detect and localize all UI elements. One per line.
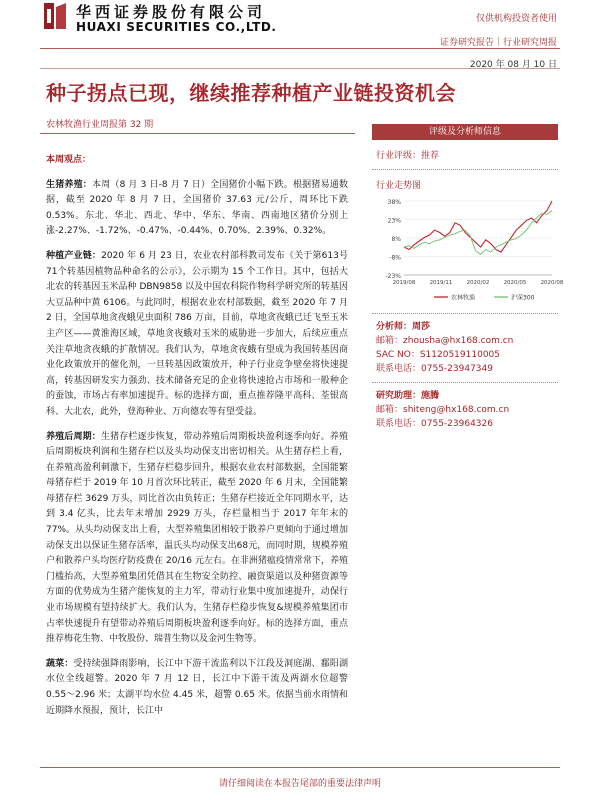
report-body [46, 153, 348, 728]
report-type: 证券研究报告｜行业研究周报 [439, 38, 557, 48]
company-name-cn: 华西证券股份有限公司 [76, 3, 267, 21]
analyst-name [376, 320, 558, 334]
report-series: 农林牧渔行业周报第 32 期 [46, 120, 154, 130]
company-name-en: HUAXI SECURITIES CO.,LTD. [76, 20, 277, 34]
assistant-block [376, 389, 558, 431]
section-heading: 本周观点： [46, 155, 92, 165]
paragraph-lead: 蔬菜： [46, 658, 74, 669]
analyst-label: 分析师： [376, 322, 413, 332]
y-tick-label: -23% [385, 273, 401, 280]
email-value[interactable]: shiteng@hx168.com.cn [403, 405, 510, 415]
x-tick-label: 2020/05 [503, 280, 527, 286]
email-value[interactable]: zhousha@hx168.com.cn [403, 336, 514, 346]
report-title: 种子拐点已现，继续推荐种植产业链投资机会 [46, 81, 456, 105]
phone-value: 0755-23964326 [421, 419, 493, 429]
industry-rating [372, 140, 558, 161]
sidebar [372, 124, 564, 431]
chart-title: 行业走势图 [376, 181, 422, 191]
audience-note: 仅供机构投资者使用 [475, 14, 557, 24]
paragraph-text: 2020 年 6 月 23 日，农业农村部科教司发布《关于第613号71个转基因植物品种命名的公示》，公示期为 15 个工作日。其中，包括大北农的转基因玉米品种 DBN9858 以及中国农科院作物科学研究所的转基因大豆品种中黄 6106。与此同时，根据农业农村部数据，截至 2020 年 7 月 2 日，全国草地贪夜蛾见虫面积 786 万亩，目前，草地贪夜蛾已迁飞至玉米主产区——黄淮海区域，草地贪夜蛾对玉米的威胁进一步加大，后续应重点关注草地贪夜蛾的扩散情况。我们认为，草地贪夜蛾有望成为我国转基因商业化政策放开的催化剂，一旦转基因政策放开，种子行业竞争壁垒将快速提高，转基因研发实力强劲、技术储备充足的企业将快速抢占市场和一般种企的蚕蚀，市场占有率加速提升。标的选择方面，重点推荐隆平高科、荃银高科、大北农，此外，登海种业、万向德农等有望受益。 [46, 250, 348, 417]
email-label: 邮箱： [376, 405, 404, 415]
paragraph-text: 本周（8 月 3 日-8 月 7 日）全国猪价小幅下跌。根据猪易通数据，截至 2020 年 8 月 7 日，全国猪价 37.63 元/公斤，周环比下跌 0.53%。东北、华北、西北、华中、华东、华南、西南地区猪价分别上涨-2.27%、-1.72%、-0.47%、-0.44%、0.70%、2.39%、0.32%。 [46, 179, 348, 237]
analyst-block [376, 320, 558, 376]
analyst-contacts [372, 314, 558, 431]
assistant-name-value: 施腾 [421, 391, 440, 401]
rating-label: 行业评级： [376, 151, 422, 161]
paragraph-vegetables [46, 657, 348, 719]
phone-label: 联系电话： [376, 419, 422, 429]
legal-footer: 请仔细阅读在本报告尾部的重要法律声明 [218, 779, 381, 789]
y-tick-label: 8% [391, 236, 401, 243]
y-tick-label: -8% [389, 254, 401, 262]
y-tick-label: 38% [387, 199, 401, 206]
phone-value: 0755-23947349 [421, 364, 493, 374]
phone-label: 联系电话： [376, 364, 422, 374]
assistant-label: 研究助理： [376, 391, 422, 401]
paragraph-lead: 种植产业链： [46, 250, 102, 261]
analyst-sac: SAC NO：S1120519110005 [376, 350, 500, 360]
paragraph-text: 受持续强降雨影响，长江中下游干流监利以下江段及洞庭湖、鄱阳湖水位全线超警。2020 年 7 月 12 日，长江中下游干流及两湖水位超警 0.55～2.96 米；太湖平均水位 4.45 米，超警 0.65 米。依据当前水雨情和近期降水预报，预计，长江中 [46, 658, 348, 716]
legend-label: 农林牧渔 [451, 294, 476, 302]
paragraph-text: 生猪存栏逐步恢复，带动养殖后周期板块盈利逐季向好。养殖后周期板块利润和生猪存栏以及头均动保支出密切相关。从生猪存栏上看，在养殖高盈利刺激下，生猪存栏稳步回升，根据农业农村部数据，全国能繁母猪存栏于 2019 年 10 月首次环比转正，截至 2020 年 6 月末，全国能繁母猪存栏 3629 万头，同比首次由负转正；生猪存栏接近全年同期水平，达到 3.4 亿头，比去年末增加 2929 万头，存栏量相当于 2017 年年末的 77%。从头均动保支出上看，大型养殖集团相较于散养户更倾向于通过增加动保支出以保证生猪存活率，温氏头均动保支出68元，而同时期，规模养殖户和散养户头均医疗防疫费在 20/16 元左右。在非洲猪瘟疫情常常下，养殖门槛抬高，大型养殖集团凭借其在生物安全防控、融资渠道以及种猪资源等方面的优势成为生猪产能恢复的主力军，带动行业集中度加速提升，动保行业市场规模有望持续扩大。我们认为，生猪存栏稳步恢复&规模养殖集团市占率快速提升有望带动养殖后周期板块盈利逐季向好。标的选择方面，重点推荐梅花生物、中牧股份、瑞普生物以及金河生物等。 [46, 431, 348, 645]
rating-value: 推荐 [421, 151, 440, 161]
paragraph-lead: 生猪养殖： [46, 179, 93, 190]
sidebar-divider [372, 382, 558, 383]
series-divider [40, 133, 355, 134]
email-label: 邮箱： [376, 336, 404, 346]
x-tick-label: 2020/02 [466, 280, 490, 286]
paragraph-lead: 养殖后周期： [46, 431, 101, 442]
analyst-name-value: 周莎 [412, 322, 431, 332]
x-tick-label: 2020/08 [540, 280, 564, 286]
assistant-phone [376, 417, 558, 431]
assistant-email[interactable] [376, 403, 558, 417]
legend-label: 沪深300 [511, 294, 535, 302]
paragraph-post-cycle [46, 430, 348, 648]
paragraph-hog-farming [46, 178, 348, 240]
x-tick-label: 2019/11 [429, 280, 453, 286]
assistant-name [376, 389, 558, 403]
footer-divider [40, 767, 560, 768]
analyst-email[interactable] [376, 334, 558, 348]
trend-chart-svg [372, 195, 564, 305]
header-divider [40, 48, 560, 49]
series-line-agriculture [404, 201, 552, 252]
y-tick-label: 23% [387, 217, 401, 225]
report-date: 2020 年 08 月 10 日 [469, 60, 557, 70]
sidebar-header: 评级及分析师信息 [372, 124, 558, 140]
trend-chart [372, 195, 564, 305]
x-tick-label: 2019/08 [392, 280, 416, 286]
paragraph-planting-chain [46, 249, 348, 421]
analyst-phone [376, 362, 558, 376]
company-logo-icon [38, 1, 70, 31]
series-line-csi300 [404, 211, 552, 255]
